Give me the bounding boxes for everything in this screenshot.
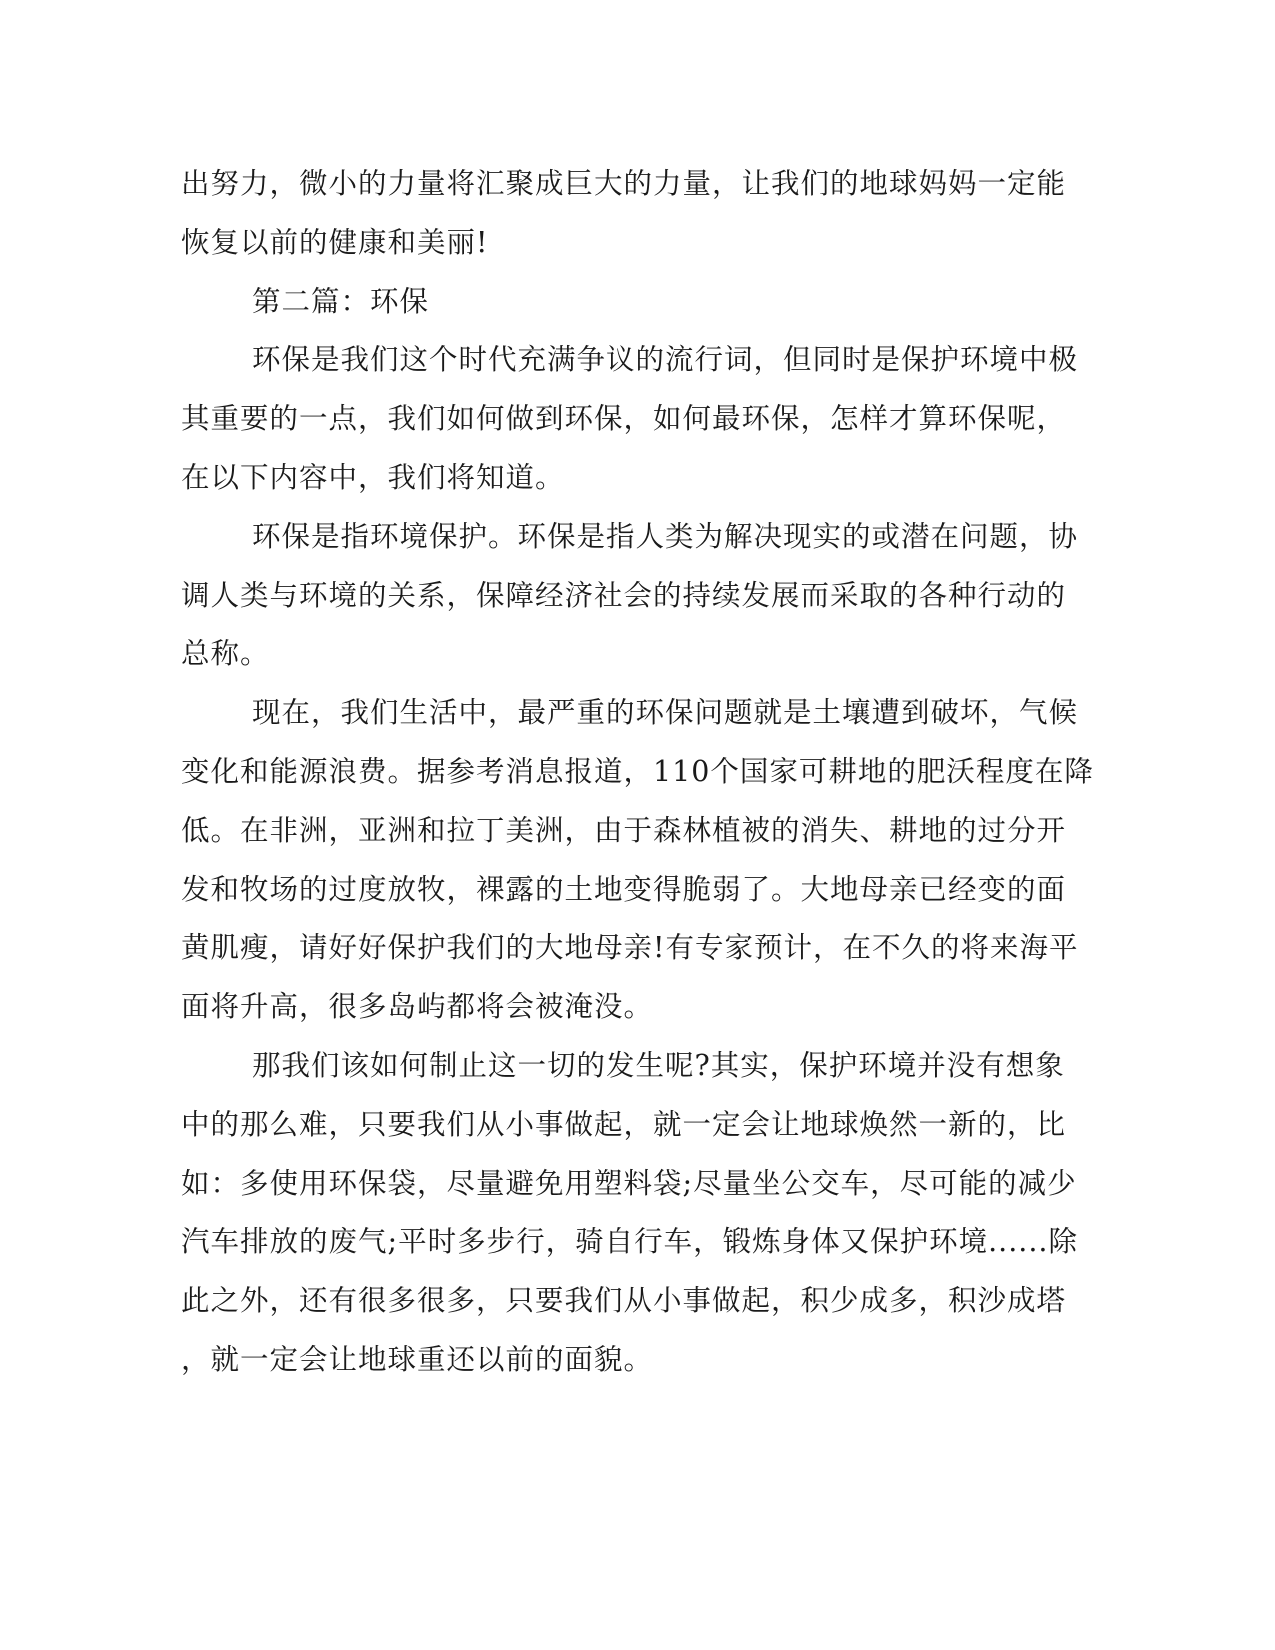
text-line: 出努力，微小的力量将汇聚成巨大的力量，让我们的地球妈妈一定能 <box>181 167 1067 200</box>
text-line: 总称。 <box>181 637 270 671</box>
text-line: 其重要的一点，我们如何做到环保，如何最环保，怎样才算环保呢， <box>181 402 1067 436</box>
text-line: 环保是我们这个时代充满争议的流行词，但同时是保护环境中极 <box>252 343 1079 377</box>
text-line: 汽车排放的废气;平时多步行，骑自行车，锻炼身体又保护环境......除 <box>181 1225 1078 1259</box>
text-line: 变化和能源浪费。据参考消息报道，110个国家可耕地的肥沃程度在降 <box>181 754 1094 788</box>
text-line: 恢复以前的健康和美丽! <box>181 225 489 259</box>
section-heading: 第二篇：环保 <box>252 284 430 318</box>
text-line: 环保是指环境保护。环保是指人类为解决现实的或潜在问题，协 <box>252 519 1079 553</box>
text-line: 中的那么难，只要我们从小事做起，就一定会让地球焕然一新的，比 <box>181 1107 1067 1141</box>
text-line: 低。在非洲，亚洲和拉丁美洲，由于森林植被的消失、耕地的过分开 <box>181 813 1067 847</box>
text-line: 在以下内容中，我们将知道。 <box>181 460 565 494</box>
text-line: 黄肌瘦，请好好保护我们的大地母亲!有专家预计，在不久的将来海平 <box>181 931 1079 965</box>
text-line: 面将升高，很多岛屿都将会被淹没。 <box>181 990 654 1024</box>
text-line: ，就一定会让地球重还以前的面貌。 <box>181 1342 654 1376</box>
text-line: 发和牧场的过度放牧，裸露的土地变得脆弱了。大地母亲已经变的面 <box>181 872 1067 906</box>
text-line: 现在，我们生活中，最严重的环保问题就是土壤遭到破坏，气候 <box>252 696 1079 730</box>
text-line: 如：多使用环保袋，尽量避免用塑料袋;尽量坐公交车，尽可能的减少 <box>181 1166 1077 1200</box>
text-line: 调人类与环境的关系，保障经济社会的持续发展而采取的各种行动的 <box>181 578 1067 612</box>
text-line: 那我们该如何制止这一切的发生呢?其实，保护环境并没有想象 <box>252 1048 1065 1082</box>
body-text <box>181 155 1094 1390</box>
text-line: 此之外，还有很多很多，只要我们从小事做起，积少成多，积沙成塔 <box>181 1284 1067 1318</box>
